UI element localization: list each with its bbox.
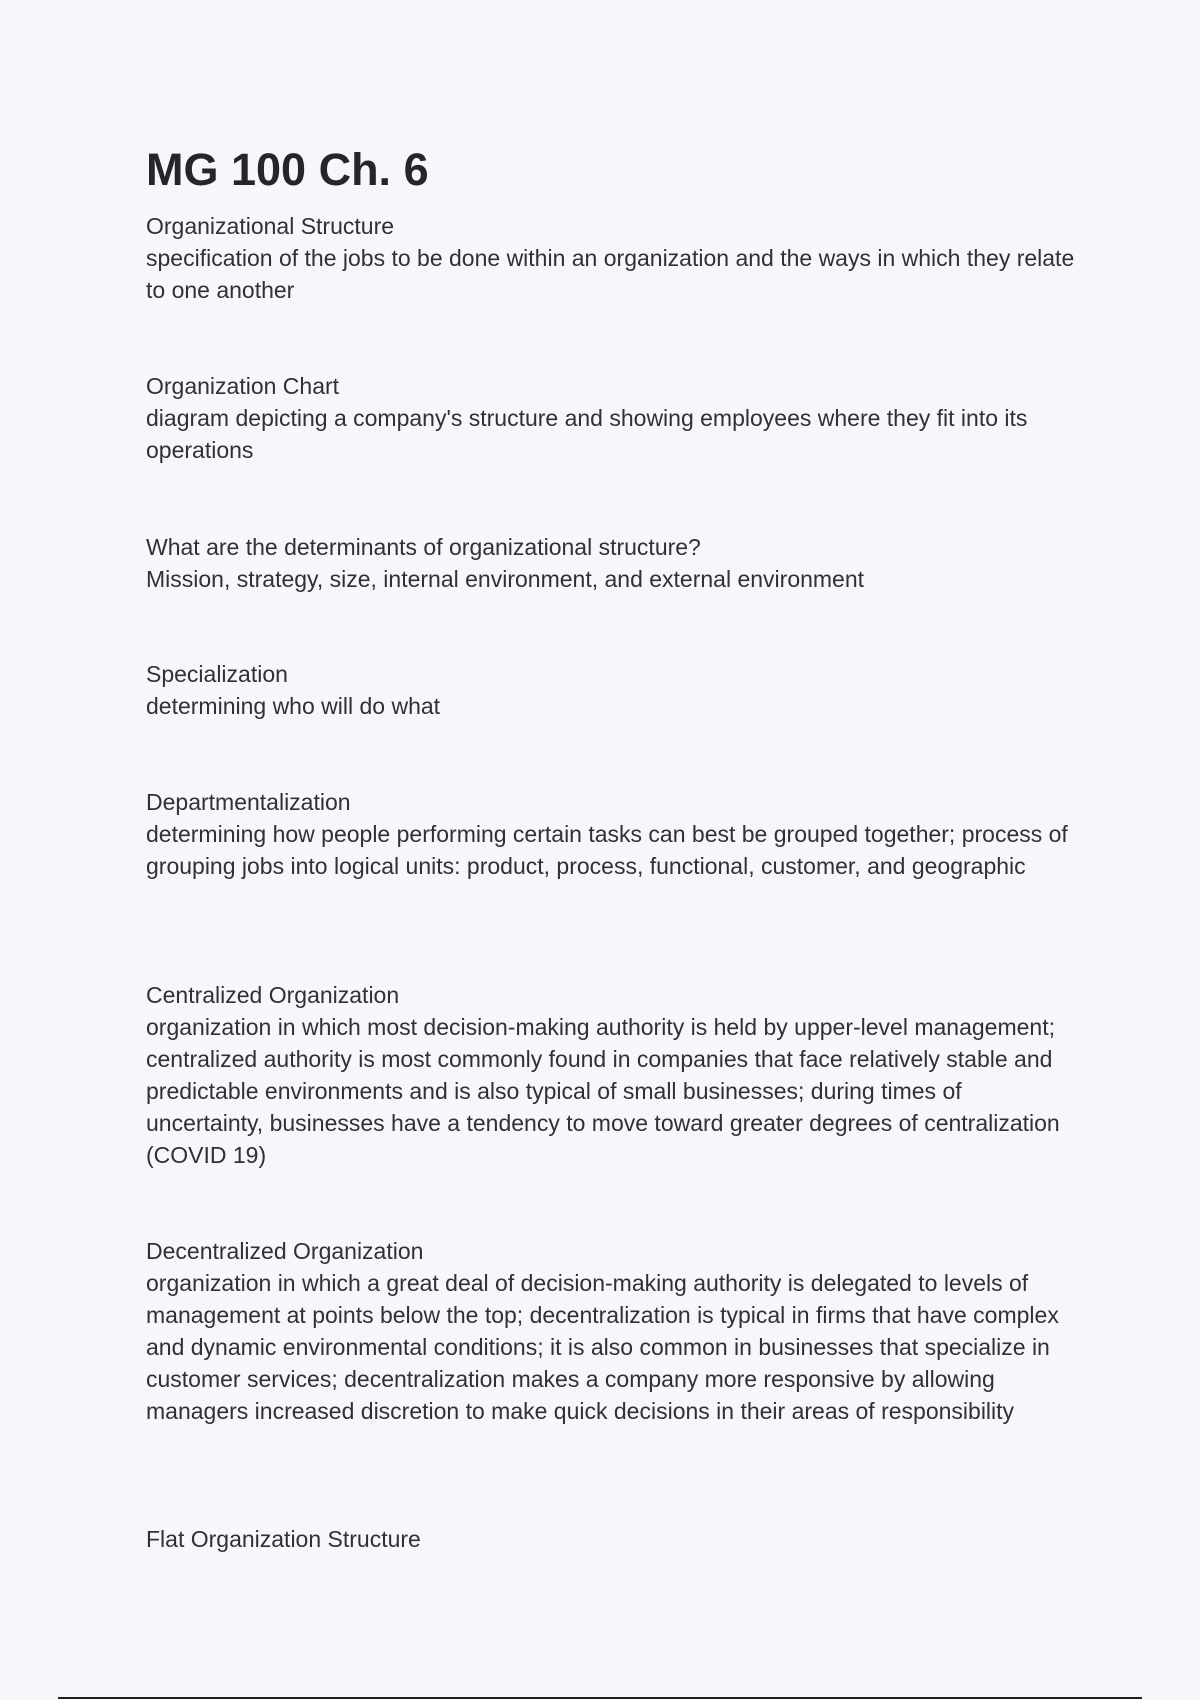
entry-term: Centralized Organization <box>146 982 400 1008</box>
entry-flat-organization-structure <box>146 1523 1076 1555</box>
entry-definition: organization in which most decision-making authority is held by upper-level management; centralized authority is most commonly found in companies that face relatively stable and predictable environments and is also typical of small businesses; during times of uncertainty, businesses have a tendency to move toward greater degrees of centralization (COVID 19) <box>146 1014 1060 1168</box>
entry-centralized-organization <box>146 979 1076 1171</box>
entry-term: Organizational Structure <box>146 213 395 239</box>
entry-term: What are the determinants of organizational structure? <box>146 534 701 560</box>
entry-definition: determining who will do what <box>146 693 441 719</box>
entry-organization-chart <box>146 370 1076 466</box>
entry-specialization <box>146 658 1076 722</box>
entry-definition: organization in which a great deal of decision-making authority is delegated to levels of management at points below the top; decentralization is typical in firms that have complex and dynamic environmental conditions; it is also common in businesses that specialize in customer services; decentralization makes a company more responsive by allowing managers increased discretion to make quick decisions in their areas of responsibility <box>146 1270 1059 1424</box>
page-title: MG 100 Ch. 6 <box>146 144 429 195</box>
entry-organizational-structure <box>146 210 1076 306</box>
entry-term: Flat Organization Structure <box>146 1526 421 1552</box>
entry-term: Specialization <box>146 661 288 687</box>
entry-decentralized-organization <box>146 1235 1076 1427</box>
document-page <box>146 142 1076 200</box>
page-bottom-divider <box>58 1697 1142 1699</box>
entry-departmentalization <box>146 786 1076 882</box>
entry-term: Organization Chart <box>146 373 340 399</box>
entry-definition: specification of the jobs to be done within an organization and the ways in which they relate to one another <box>146 245 1075 303</box>
entry-term: Departmentalization <box>146 789 351 815</box>
entry-definition: Mission, strategy, size, internal environment, and external environment <box>146 566 865 592</box>
entry-definition: determining how people performing certain tasks can best be grouped together; process of grouping jobs into logical units: product, process, functional, customer, and geographic <box>146 821 1068 879</box>
entry-definition: diagram depicting a company's structure and showing employees where they fit into its operations <box>146 405 1028 463</box>
entry-determinants <box>146 531 1076 595</box>
entry-term: Decentralized Organization <box>146 1238 424 1264</box>
